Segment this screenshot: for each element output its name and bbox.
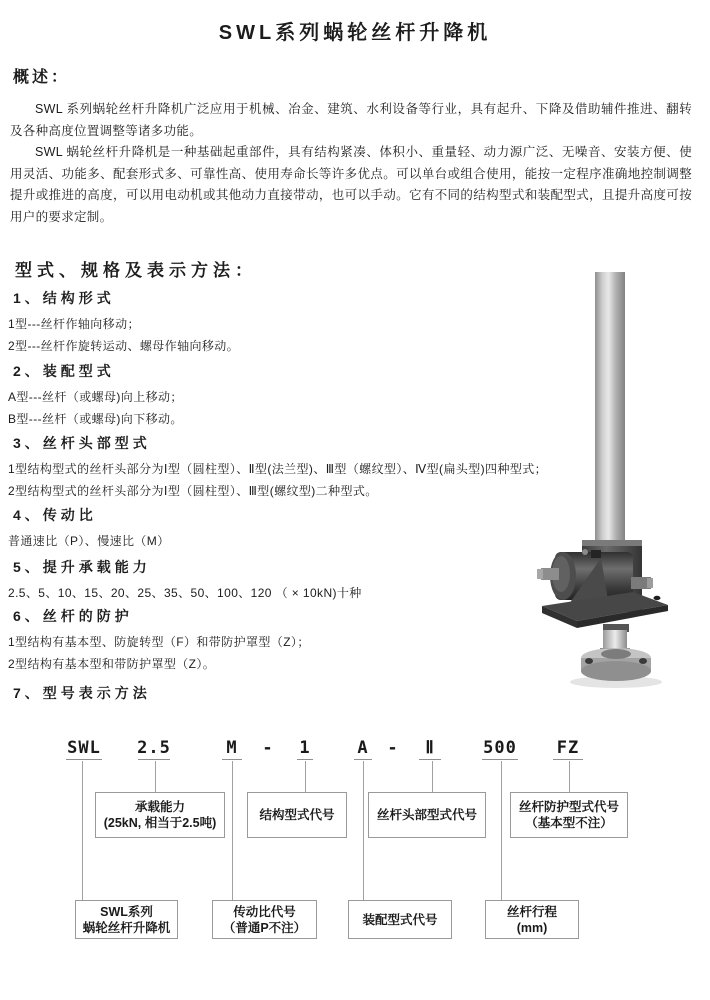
- diagram-label-box-top: [95, 792, 225, 838]
- diagram-label-box-bottom: [212, 900, 317, 939]
- section-line: A型---丝杆（或螺母)向上移动；: [8, 390, 183, 404]
- label-line: （普通P不注）: [222, 920, 307, 935]
- connector-line: [82, 761, 83, 900]
- label-line: 丝杆防护型式代号: [518, 800, 619, 814]
- spec-heading: 型式、规格及表示方法：: [15, 261, 257, 280]
- diagram-label-box-bottom: [485, 900, 579, 939]
- label-line: 装配型式代号: [362, 912, 438, 927]
- spec-section-4: [0, 505, 530, 553]
- model-code-part: M: [226, 738, 238, 758]
- model-code-part: SWL: [67, 738, 101, 758]
- code-tick: [297, 759, 313, 760]
- label-line: （基本型不注）: [525, 816, 613, 830]
- bolt: [582, 549, 588, 555]
- overview-paragraph-1: SWL 系列蜗轮丝杆升降机广泛应用于机械、冶金、建筑、水利设备等行业，具有起升、下降及借助辅件推进、翻转及各种高度位置调整等诸多功能。: [10, 102, 692, 138]
- code-tick: [222, 759, 242, 760]
- label-line: 结构型式代号: [259, 808, 335, 822]
- connector-line: [155, 761, 156, 792]
- connector-line: [569, 761, 570, 792]
- connector-line: [432, 761, 433, 792]
- connector-line: [305, 761, 306, 792]
- model-code-part: 500: [483, 738, 517, 758]
- input-shaft-left: [541, 568, 559, 580]
- section-line: 2型结构有基本型和带防护罩型（Z）。: [8, 656, 216, 671]
- code-tick: [482, 759, 518, 760]
- diagram-label-box-top: [368, 792, 486, 838]
- overview-paragraph-2: SWL 蜗轮丝杆升降机是一种基础起重部件，具有结构紧凑、体积小、重量轻、动力源广泛、无噪音、安装方便、使用灵活、功能多、配套形式多、可靠性高、使用寿命长等许多优点。可以单台或组合使用，能按一定程序准确地控制调整提升或推进的高度，可以用电动机或其他动力直接带动，也可以手动。它有不同的结构型式和装配型式，且提升高度可按用户的要求定制。: [10, 145, 692, 224]
- shaft-tip-right: [647, 578, 653, 588]
- code-tick: [66, 759, 102, 760]
- shaft-tip-left: [537, 569, 543, 579]
- section-title: 7、型号表示方法: [13, 685, 151, 701]
- model-code-part: A: [357, 738, 369, 758]
- label-line: 丝杆头部型式代号: [376, 808, 477, 822]
- model-code-part: FZ: [556, 738, 580, 758]
- flange-hole-right: [639, 658, 647, 664]
- spec-section-1: [0, 288, 530, 357]
- section-line: 2型结构型式的丝杆头部分为Ⅰ型（圆柱型）、Ⅲ型(螺纹型)二种型式。: [8, 483, 378, 498]
- diagram-label-box-top: [510, 792, 628, 838]
- label-line: 传动比代号: [233, 904, 296, 919]
- section-title: 2、装配型式: [13, 363, 115, 379]
- spec-section-5: [0, 557, 530, 605]
- section-title: 5、提升承载能力: [13, 559, 151, 575]
- flange-bottom: [581, 661, 651, 681]
- diagram-label-box-top: [247, 792, 347, 838]
- spec-section-7: [0, 683, 530, 709]
- screw-jack-illustration: [533, 262, 705, 690]
- code-tick: [138, 759, 170, 760]
- flange-hole-left: [585, 658, 593, 664]
- plug: [591, 550, 601, 558]
- spec-section-3: [0, 433, 548, 502]
- section-title: 1、结构形式: [13, 290, 115, 306]
- section-title: 3、丝杆头部型式: [13, 435, 151, 451]
- label-line: 丝杆行程: [506, 904, 557, 919]
- spec-section-6: [0, 606, 530, 675]
- section-line: 1型结构有基本型、防旋转型（F）和带防护罩型（Z）；: [8, 635, 310, 649]
- section-title: 6、丝杆的防护: [13, 608, 133, 624]
- model-code-part: 1: [299, 738, 311, 758]
- section-line: 普通速比（P）、慢速比（M）: [8, 534, 170, 548]
- code-tick: [419, 759, 441, 760]
- section-title: 4、传动比: [13, 507, 97, 523]
- connector-line: [501, 761, 502, 900]
- label-line: 承载能力: [134, 800, 185, 814]
- model-code-part: 2.5: [137, 738, 171, 758]
- flange-hub: [601, 649, 631, 659]
- spec-section-2: [0, 361, 530, 430]
- section-line: B型---丝杆（或螺母)向下移动。: [8, 411, 183, 426]
- section-line: 2型---丝杆作旋转运动、螺母作轴向移动。: [8, 338, 240, 353]
- overview-heading: 概述：: [13, 69, 71, 86]
- diagram-label-box-bottom: [75, 900, 178, 939]
- code-tick: [354, 759, 372, 760]
- model-code-part: -: [387, 738, 399, 758]
- label-line: 蜗轮丝杆升降机: [82, 920, 171, 935]
- screw-rod: [595, 272, 625, 554]
- model-code-part: Ⅱ: [425, 738, 435, 758]
- plate-hole: [654, 596, 661, 600]
- diagram-label-box-bottom: [348, 900, 452, 939]
- section-line: 1型---丝杆作轴向移动；: [8, 317, 140, 331]
- section-line: 1型结构型式的丝杆头部分为Ⅰ型（圆柱型）、Ⅱ型(法兰型)、Ⅲ型（螺纹型）、Ⅳ型(扁头型)四种型式；: [8, 462, 548, 476]
- connector-line: [363, 761, 364, 900]
- label-line: SWL系列: [100, 904, 153, 919]
- label-line: (mm): [516, 920, 548, 935]
- label-line: (25kN, 相当于2.5吨): [103, 816, 217, 830]
- model-code-part: -: [262, 738, 274, 758]
- code-tick: [553, 759, 583, 760]
- section-line: 2.5、5、10、15、20、25、35、50、100、120 （ × 10kN)十种: [8, 586, 362, 600]
- page-title: SWL系列蜗轮丝杆升降机: [218, 22, 492, 44]
- product-photo: [533, 262, 705, 690]
- connector-line: [232, 761, 233, 900]
